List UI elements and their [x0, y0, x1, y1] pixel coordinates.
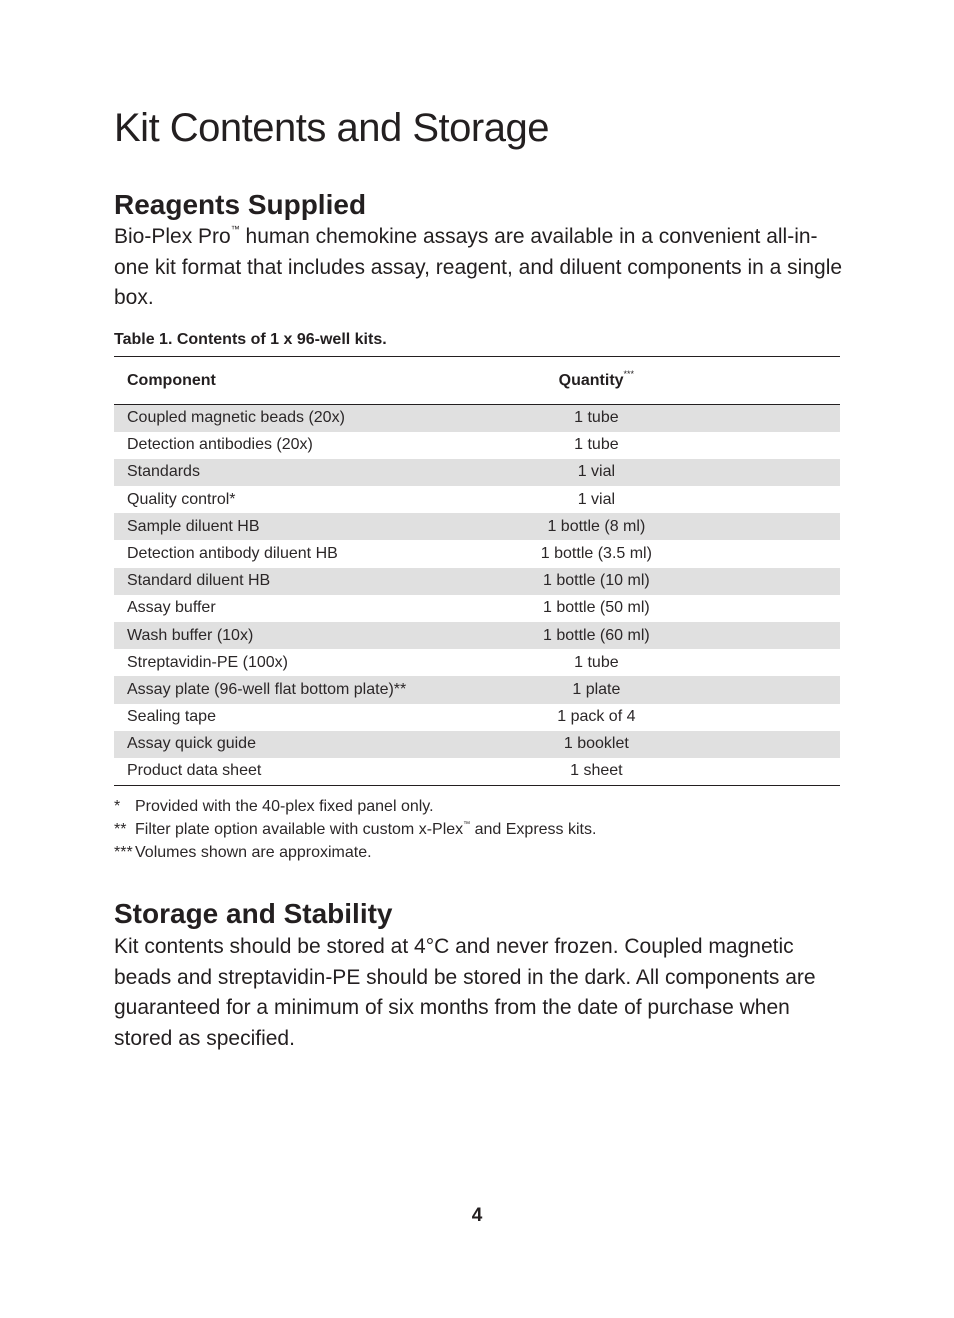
cell-quantity: 1 plate — [572, 680, 621, 698]
cell-quantity: 1 bottle (8 ml) — [547, 517, 646, 535]
page-title: Kit Contents and Storage — [114, 106, 549, 150]
cell-spacer — [718, 676, 840, 703]
footnote-mark: * — [114, 798, 121, 815]
cell-spacer — [718, 513, 840, 540]
cell-component: Standard diluent HB — [127, 572, 271, 590]
cell-component: Standards — [127, 463, 200, 481]
cell-component: Detection antibody diluent HB — [127, 545, 338, 563]
brand-name: Bio-Plex Pro — [114, 225, 231, 248]
table-row — [114, 758, 840, 785]
cell-spacer — [718, 595, 840, 622]
table-row — [114, 405, 840, 432]
cell-spacer — [718, 486, 840, 513]
table-row — [114, 486, 840, 513]
footnote-text: Provided with the 40-plex fixed panel only. — [135, 798, 434, 815]
table-row — [114, 432, 840, 459]
storage-paragraph: Kit contents should be stored at 4°C and never frozen. Coupled magnetic beads and streptavidin-PE should be stored in the dark. All components are guaranteed for a minimum of six months from the date of purchase when stored as specified. — [114, 935, 816, 1050]
cell-quantity: 1 tube — [574, 436, 619, 454]
cell-quantity: 1 booklet — [563, 735, 629, 753]
reagents-paragraph — [114, 222, 844, 314]
table-row — [114, 595, 840, 622]
table-row — [114, 649, 840, 676]
footnote-mark: ** — [114, 821, 127, 838]
storage-heading: Storage and Stability — [114, 898, 393, 929]
cell-quantity: 1 bottle (60 ml) — [543, 626, 650, 644]
cell-component: Product data sheet — [127, 762, 262, 780]
cell-quantity: 1 vial — [577, 490, 616, 508]
trademark-symbol: ™ — [463, 821, 471, 828]
cell-spacer — [718, 704, 840, 731]
cell-quantity: 1 pack of 4 — [557, 708, 636, 726]
table-row — [114, 513, 840, 540]
cell-component: Coupled magnetic beads (20x) — [127, 409, 345, 427]
footnote-mark: *** — [114, 844, 133, 861]
cell-spacer — [718, 649, 840, 676]
footnote-text-after: and Express kits. — [470, 821, 597, 838]
footnote-3 — [114, 841, 596, 864]
footnote-1 — [114, 795, 596, 818]
reagents-heading: Reagents Supplied — [114, 189, 367, 220]
header-quantity-mark: *** — [623, 368, 635, 379]
cell-component: Detection antibodies (20x) — [127, 436, 313, 454]
table-row — [114, 540, 840, 567]
footnote-text: Volumes shown are approximate. — [135, 844, 372, 861]
cell-spacer — [718, 405, 840, 432]
table-row — [114, 622, 840, 649]
header-quantity: Quantity*** — [558, 368, 635, 389]
footnote-2 — [114, 818, 596, 841]
cell-quantity: 1 sheet — [570, 762, 623, 780]
cell-quantity: 1 bottle (3.5 ml) — [540, 545, 652, 563]
cell-component: Assay plate (96-well flat bottom plate)** — [127, 680, 407, 698]
cell-spacer — [718, 432, 840, 459]
cell-component: Streptavidin-PE (100x) — [127, 653, 288, 671]
cell-component: Assay quick guide — [127, 735, 256, 753]
table-caption: Table 1. Contents of 1 x 96-well kits. — [114, 331, 387, 348]
table-row — [114, 676, 840, 703]
table-row — [114, 568, 840, 595]
header-spacer — [718, 357, 840, 405]
reagents-paragraph-text: human chemokine assays are available in a convenient all-in-one kit format that includes assay, reagent, and diluent components in a single box. — [114, 225, 843, 309]
cell-spacer — [718, 459, 840, 486]
cell-component: Assay buffer — [127, 599, 216, 617]
cell-spacer — [718, 758, 840, 785]
table-body — [114, 405, 840, 786]
cell-spacer — [718, 540, 840, 567]
cell-quantity: 1 bottle (50 ml) — [543, 599, 650, 617]
cell-spacer — [718, 622, 840, 649]
table-row — [114, 731, 840, 758]
cell-spacer — [718, 731, 840, 758]
kit-contents-table — [114, 356, 840, 786]
page-number: 4 — [471, 1205, 483, 1226]
table-footnotes — [114, 795, 596, 864]
trademark-symbol: ™ — [230, 224, 240, 234]
cell-component: Wash buffer (10x) — [127, 626, 254, 644]
table-header-row — [114, 357, 840, 405]
table-row — [114, 704, 840, 731]
cell-quantity: 1 bottle (10 ml) — [543, 572, 650, 590]
cell-component: Sample diluent HB — [127, 517, 260, 535]
footnote-text: Filter plate option available with custom x-Plex — [135, 821, 464, 838]
header-component: Component — [127, 371, 216, 389]
cell-component: Sealing tape — [127, 708, 216, 726]
cell-quantity: 1 tube — [574, 653, 619, 671]
cell-quantity: 1 vial — [577, 463, 616, 481]
cell-quantity: 1 tube — [574, 409, 619, 427]
cell-spacer — [718, 568, 840, 595]
cell-component: Quality control* — [127, 490, 236, 508]
table-row — [114, 459, 840, 486]
